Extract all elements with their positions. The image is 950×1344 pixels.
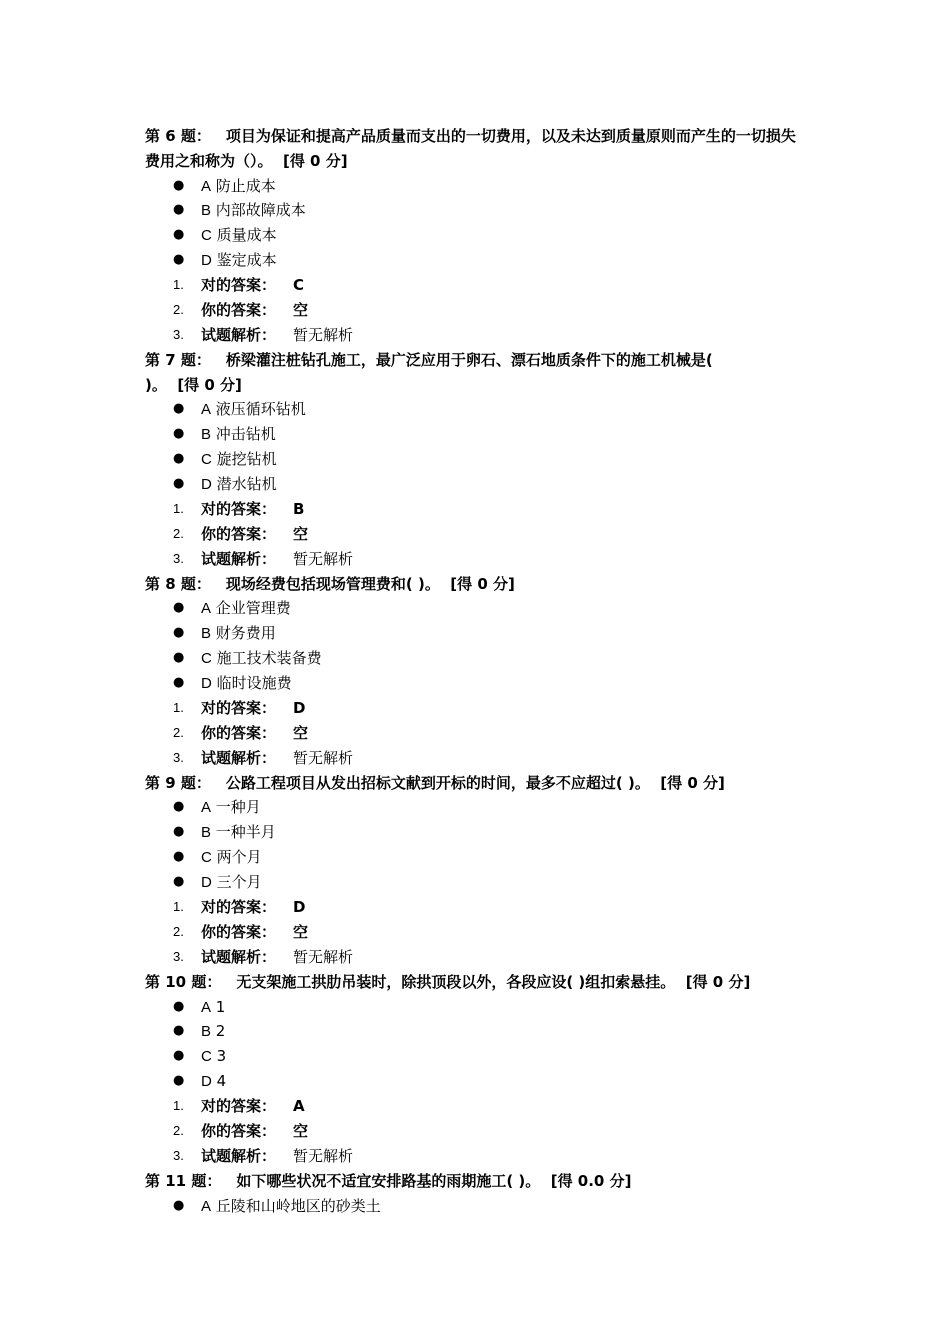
option-label: 液压循环钻机 (215, 400, 306, 419)
answer-row (145, 945, 810, 970)
option-letter: B (201, 202, 212, 220)
option-item (145, 995, 810, 1020)
answer-value: 空 (293, 301, 309, 320)
answer-list (145, 1094, 810, 1169)
option-text (201, 995, 225, 1021)
option-letter: C (201, 227, 212, 245)
answer-number: 1. (173, 277, 184, 293)
option-label: 丘陵和山岭地区的砂类土 (215, 1196, 381, 1215)
option-item (145, 621, 810, 646)
question-text: 桥梁灌注桩钻孔施工，最广泛应用于卵石、漂石地质条件下的施工机械是( )。 (145, 350, 713, 394)
answer-row (145, 920, 810, 945)
answer-number: 1. (173, 1098, 184, 1114)
option-letter: D (201, 252, 212, 270)
option-item (145, 397, 810, 422)
answer-row (145, 696, 810, 721)
bullet-icon: ● (173, 227, 185, 243)
option-label: 旋挖钻机 (216, 450, 277, 469)
question-score: [得 0 分] (685, 972, 751, 991)
answer-number: 1. (173, 500, 184, 516)
answer-number: 3. (173, 948, 184, 964)
option-letter: D (201, 476, 212, 494)
answer-label: 试题解析： (201, 325, 277, 344)
option-list (145, 596, 810, 696)
question-score: [得 0 分] (282, 151, 348, 170)
option-item (145, 198, 810, 223)
question-title (145, 124, 810, 174)
question-text: 如下哪些状况不适宜安排路基的雨期施工( )。 (236, 1171, 541, 1190)
option-letter: C (201, 849, 212, 867)
option-item (145, 174, 810, 199)
question-text: 现场经费包括现场管理费和( )。 (225, 574, 440, 593)
answer-row (145, 323, 810, 348)
answer-list (145, 895, 810, 970)
option-list (145, 795, 810, 895)
question-title (145, 771, 810, 796)
option-label: 两个月 (216, 848, 262, 867)
option-label: 企业管理费 (215, 599, 291, 618)
option-letter: A (201, 1197, 212, 1215)
option-label: 临时设施费 (216, 674, 292, 693)
option-label: 3 (216, 1047, 227, 1066)
answer-number: 2. (173, 724, 184, 740)
option-list (145, 1194, 810, 1219)
option-text (201, 845, 262, 871)
answer-value: 暂无解析 (293, 1146, 354, 1165)
question-score: [得 0 分] (177, 375, 242, 394)
option-letter: A (201, 998, 212, 1016)
option-text (201, 472, 277, 498)
option-label: 质量成本 (216, 226, 277, 245)
option-item (145, 596, 810, 621)
option-label: 潜水钻机 (216, 475, 277, 494)
bullet-icon: ● (173, 451, 185, 467)
option-text (201, 795, 261, 821)
option-label: 2 (215, 1022, 226, 1041)
option-text (201, 397, 306, 423)
option-list (145, 174, 810, 274)
answer-label: 你的答案： (201, 1121, 277, 1140)
option-letter: D (201, 1073, 212, 1091)
answer-value: 空 (293, 723, 309, 742)
bullet-icon: ● (173, 426, 185, 442)
answer-value: 空 (293, 524, 309, 543)
answer-row (145, 1144, 810, 1169)
option-item (145, 1069, 810, 1094)
option-label: 三个月 (216, 873, 262, 892)
option-text (201, 422, 276, 448)
option-item (145, 472, 810, 497)
option-label: 1 (215, 997, 226, 1016)
option-list (145, 397, 810, 497)
bullet-icon: ● (173, 476, 185, 492)
option-text (201, 1069, 226, 1095)
option-letter: C (201, 451, 212, 469)
answer-row (145, 273, 810, 298)
option-label: 防止成本 (215, 176, 276, 195)
bullet-icon: ● (173, 600, 185, 616)
question-block (145, 771, 810, 970)
option-letter: C (201, 650, 212, 668)
option-text (201, 1194, 381, 1220)
option-text (201, 1019, 225, 1045)
answer-value: 空 (293, 1121, 309, 1140)
option-text (201, 621, 276, 647)
option-item (145, 820, 810, 845)
option-letter: A (201, 799, 212, 817)
answer-number: 3. (173, 326, 184, 342)
option-letter: B (201, 824, 212, 842)
answer-number: 2. (173, 302, 184, 318)
option-text (201, 820, 276, 846)
option-item (145, 845, 810, 870)
answer-number: 2. (173, 1122, 184, 1138)
bullet-icon: ● (173, 799, 185, 815)
answer-row (145, 522, 810, 547)
option-letter: B (201, 625, 212, 643)
answer-label: 试题解析： (201, 549, 277, 568)
question-number: 第 8 题： (145, 574, 211, 593)
question-number: 第 11 题： (145, 1171, 222, 1190)
answer-value: C (293, 276, 305, 295)
option-item (145, 1194, 810, 1219)
question-text: 项目为保证和提高产品质量而支出的一切费用，以及未达到质量原则而产生的一切损失费用之和称为（）。 (145, 127, 796, 170)
question-block (145, 124, 810, 348)
answer-row (145, 895, 810, 920)
bullet-icon: ● (173, 177, 185, 193)
option-item (145, 248, 810, 273)
answer-row (145, 746, 810, 771)
bullet-icon: ● (173, 824, 185, 840)
option-text (201, 671, 292, 697)
answer-value: 暂无解析 (293, 748, 354, 767)
bullet-icon: ● (173, 1197, 185, 1213)
option-text (201, 870, 262, 896)
answer-number: 1. (173, 899, 184, 915)
option-item (145, 671, 810, 696)
answer-row (145, 547, 810, 572)
question-score: [得 0 分] (450, 574, 515, 593)
answer-number: 1. (173, 700, 184, 716)
question-score: [得 0.0 分] (550, 1171, 632, 1190)
answer-list (145, 497, 810, 572)
question-block (145, 970, 810, 1169)
answer-label: 你的答案： (201, 524, 277, 543)
answer-value: B (293, 499, 305, 518)
question-block (145, 348, 810, 572)
answer-number: 3. (173, 749, 184, 765)
answer-row (145, 1094, 810, 1119)
answer-label: 试题解析： (201, 748, 277, 767)
answer-row (145, 497, 810, 522)
option-letter: A (201, 600, 212, 618)
option-label: 内部故障成本 (215, 201, 306, 220)
option-label: 一种半月 (215, 823, 276, 842)
option-letter: B (201, 426, 212, 444)
question-number: 第 7 题： (145, 350, 211, 369)
answer-label: 对的答案： (201, 699, 277, 718)
question-number: 第 10 题： (145, 972, 222, 991)
option-text (201, 1044, 226, 1070)
bullet-icon: ● (173, 998, 185, 1014)
question-block (145, 1169, 810, 1219)
bullet-icon: ● (173, 625, 185, 641)
option-letter: B (201, 1023, 212, 1041)
answer-value: 暂无解析 (293, 947, 354, 966)
bullet-icon: ● (173, 252, 185, 268)
option-text (201, 174, 276, 200)
bullet-icon: ● (173, 650, 185, 666)
answer-label: 对的答案： (201, 276, 277, 295)
question-number: 第 9 题： (145, 773, 211, 792)
option-item (145, 646, 810, 671)
answer-label: 你的答案： (201, 301, 277, 320)
option-letter: A (201, 177, 212, 195)
answer-number: 2. (173, 923, 184, 939)
option-text (201, 596, 291, 622)
answer-value: 空 (293, 922, 309, 941)
option-letter: A (201, 401, 212, 419)
option-text (201, 646, 322, 672)
question-title (145, 348, 810, 398)
question-title (145, 1169, 810, 1194)
option-list (145, 995, 810, 1095)
answer-number: 2. (173, 525, 184, 541)
option-label: 冲击钻机 (215, 425, 276, 444)
option-item (145, 795, 810, 820)
answer-label: 你的答案： (201, 723, 277, 742)
option-label: 一种月 (215, 798, 261, 817)
answer-row (145, 721, 810, 746)
bullet-icon: ● (173, 675, 185, 691)
answer-list (145, 273, 810, 348)
option-item (145, 422, 810, 447)
option-label: 施工技术装备费 (216, 649, 322, 668)
answer-number: 3. (173, 550, 184, 566)
answer-label: 对的答案： (201, 898, 277, 917)
option-text (201, 447, 277, 473)
option-item (145, 1019, 810, 1044)
question-text: 公路工程项目从发出招标文献到开标的时间，最多不应超过( )。 (225, 773, 650, 792)
option-letter: C (201, 1048, 212, 1066)
bullet-icon: ● (173, 1073, 185, 1089)
option-label: 财务费用 (215, 624, 276, 643)
answer-label: 对的答案： (201, 499, 277, 518)
answer-value: D (293, 898, 306, 917)
bullet-icon: ● (173, 1048, 185, 1064)
question-title (145, 572, 810, 597)
answer-value: 暂无解析 (293, 325, 354, 344)
option-item (145, 1044, 810, 1069)
option-label: 4 (216, 1072, 227, 1091)
option-letter: D (201, 675, 212, 693)
question-number: 第 6 题： (145, 127, 211, 145)
bullet-icon: ● (173, 849, 185, 865)
question-text: 无支架施工拱肋吊装时，除拱顶段以外，各段应设( )组扣索悬挂。 (236, 972, 676, 991)
answer-value: 暂无解析 (293, 549, 354, 568)
exam-document (145, 124, 810, 1218)
option-letter: D (201, 874, 212, 892)
option-item (145, 870, 810, 895)
bullet-icon: ● (173, 1023, 185, 1039)
answer-label: 试题解析： (201, 1146, 277, 1165)
bullet-icon: ● (173, 401, 185, 417)
question-block (145, 572, 810, 771)
option-text (201, 248, 277, 274)
answer-number: 3. (173, 1147, 184, 1163)
option-label: 鉴定成本 (216, 251, 277, 270)
answer-value: A (293, 1097, 305, 1116)
option-item (145, 223, 810, 248)
answer-label: 你的答案： (201, 922, 277, 941)
answer-row (145, 1119, 810, 1144)
option-text (201, 198, 306, 224)
option-text (201, 223, 277, 249)
answer-label: 对的答案： (201, 1097, 277, 1116)
bullet-icon: ● (173, 874, 185, 890)
question-score: [得 0 分] (660, 773, 725, 792)
question-title (145, 970, 810, 995)
option-item (145, 447, 810, 472)
answer-value: D (293, 699, 306, 718)
answer-row (145, 298, 810, 323)
answer-list (145, 696, 810, 771)
answer-label: 试题解析： (201, 947, 277, 966)
bullet-icon: ● (173, 202, 185, 218)
